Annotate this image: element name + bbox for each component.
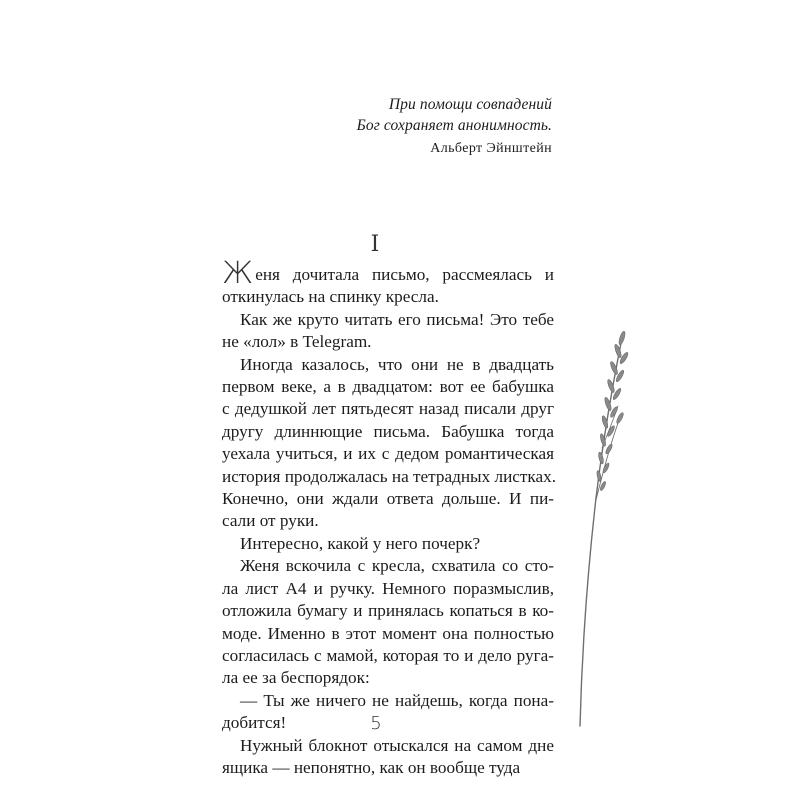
text-line	[222, 645, 554, 667]
text-line	[222, 443, 554, 465]
text-line	[222, 690, 554, 712]
page-number: 5	[370, 713, 382, 734]
text-line	[222, 376, 554, 398]
text-line-content: ла лист А4 и ручку. Немного поразмыслив,	[222, 578, 554, 598]
text-line-content: уехала учиться, и их с дедом романтическая	[222, 444, 554, 464]
text-line	[222, 555, 554, 577]
paragraph	[222, 735, 554, 780]
text-line-content: моде. Именно в этот момент она полностью	[222, 623, 554, 643]
text-line-content: Иногда казалось, что они не в двадцать	[240, 354, 554, 374]
text-line-content: добится!	[222, 713, 287, 733]
text-line-content: Как же круто читать его письма! Это тебе	[240, 309, 554, 329]
text-line-content: ящика — непонятно, как он вообще туда	[222, 757, 521, 777]
text-line-content: другу длиннющие письма. Бабушка тогда	[222, 421, 554, 441]
text-line	[222, 600, 554, 622]
paragraph	[222, 533, 554, 555]
epigraph	[357, 94, 552, 160]
text-line	[222, 757, 554, 779]
text-line-content: история продолжалась на тетрадных листках.	[222, 466, 557, 486]
text-line-content: первом веке, а в двадцатом: вот ее бабушка	[222, 377, 554, 397]
text-line-content: Нужный блокнот отыскался на самом дне	[240, 735, 554, 755]
epigraph-line: Бог сохраняет анонимность.	[356, 117, 552, 134]
text-line	[222, 712, 554, 734]
text-line	[222, 578, 554, 600]
text-line-content: Конечно, они ждали ответа дольше. И пи-	[222, 489, 554, 509]
paragraph	[222, 309, 554, 354]
drop-cap-letter: Ж	[222, 256, 254, 291]
text-line	[222, 623, 554, 645]
text-line	[222, 286, 554, 308]
epigraph-author: Альберт Эйнштейн	[430, 141, 552, 156]
text-line	[222, 488, 554, 510]
text-line-content: Интересно, какой у него почерк?	[240, 533, 481, 553]
text-line-content: сали от руки.	[222, 511, 319, 531]
text-line	[222, 667, 554, 689]
chapter-number: I	[370, 232, 380, 257]
text-line	[222, 354, 554, 376]
paragraph	[222, 555, 554, 689]
text-line	[222, 533, 554, 555]
paragraph	[222, 354, 557, 533]
text-line-content: согласилась с мамой, которая то и дело руга-	[222, 645, 554, 665]
text-line	[222, 398, 554, 420]
text-line-content: отложила бумагу и принялась копаться в ко-	[222, 601, 554, 621]
text-line-content: откинулась на спинку кресла.	[222, 287, 439, 307]
text-line	[222, 466, 557, 488]
text-line	[222, 331, 554, 353]
text-line-content: еня дочитала письмо, рассмеялась и	[255, 265, 554, 284]
paragraph	[222, 690, 554, 735]
text-line	[222, 309, 554, 331]
chapter-body-text	[222, 256, 557, 779]
text-line-content: с дедушкой лет пятьдесят назад писали друг	[222, 399, 554, 419]
text-line	[222, 510, 554, 532]
paragraph	[222, 256, 554, 309]
text-line	[222, 421, 554, 443]
text-line-content: — Ты же ничего не найдешь, когда пона-	[240, 690, 554, 710]
text-line-content: не «лол» в Telegram.	[222, 332, 372, 352]
epigraph-line: При помощи совпадений	[388, 96, 552, 113]
text-line-content: ла ее за беспорядок:	[222, 668, 370, 688]
text-line	[222, 256, 554, 291]
text-line-content: Женя вскочила с кресла, схватила со сто-	[240, 556, 554, 576]
text-line	[222, 735, 554, 757]
grass-stem-illustration	[562, 318, 642, 728]
